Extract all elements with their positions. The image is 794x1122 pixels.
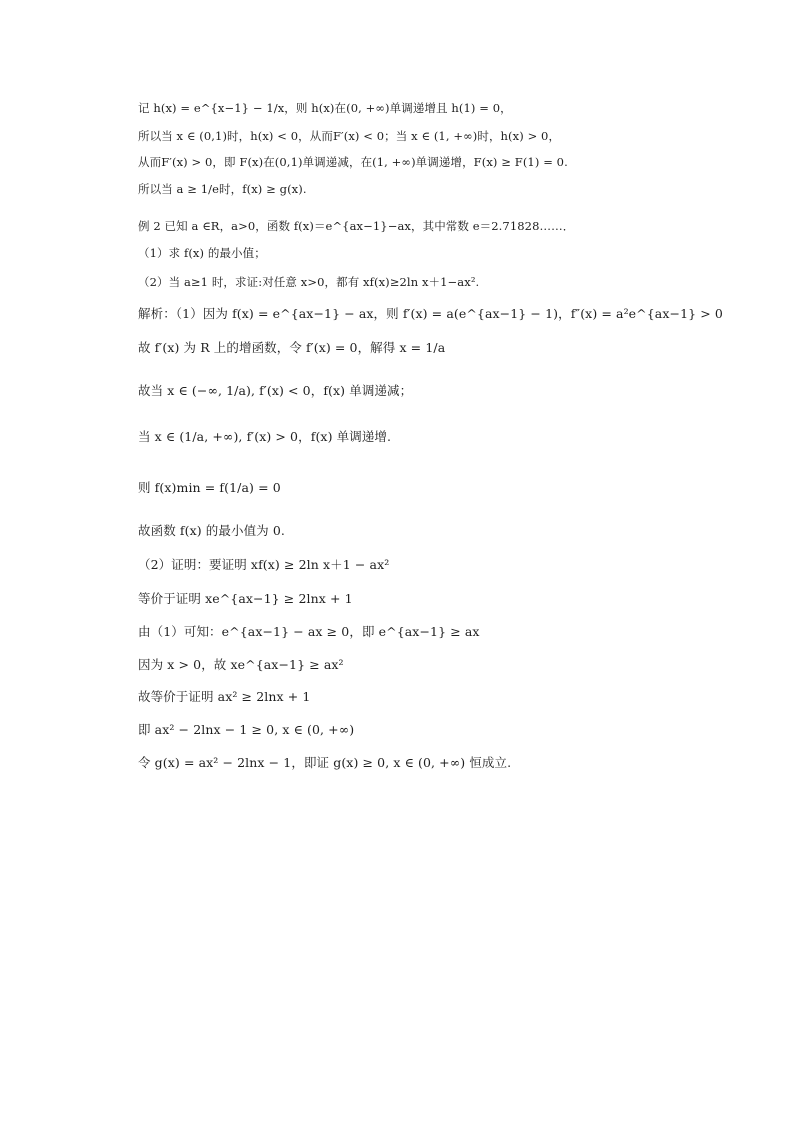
solution-line-3: 故当 x ∈ (−∞, 1/a), f′(x) < 0，f(x) 单调递减； [138,383,413,398]
example-heading: 例 2 已知 a ∈R，a>0，函数 f(x)＝e^{ax−1}−ax，其中常数 e＝2.71828……． [138,219,575,233]
proof-line-6: 即 ax² − 2lnx − 1 ≥ 0, x ∈ (0, +∞) [138,722,355,737]
solution-line-1: 解析：（1）因为 f(x) = e^{ax−1} − ax，则 f′(x) = a(e^{ax−1} − 1)，f″(x) = a²e^{ax−1} > 0 [138,306,723,321]
text-line-3: 从而F′(x) > 0，即 F(x)在(0,1)单调递减，在(1, +∞)单调递增，F(x) ≥ F(1) = 0. [138,155,568,169]
solution-line-2: 故 f′(x) 为 R 上的增函数，令 f′(x) = 0，解得 x = 1/a [138,340,446,355]
text-line-1: 记 h(x) = e^{x−1} − 1/x，则 h(x)在(0, +∞)单调递增且 h(1) = 0， [138,101,512,115]
solution-line-4: 当 x ∈ (1/a, +∞), f′(x) > 0，f(x) 单调递增. [138,429,392,444]
text-line-4: 所以当 a ≥ 1/e时，f(x) ≥ g(x). [138,182,307,196]
proof-line-1: （2）证明：要证明 xf(x) ≥ 2ln x＋1 − ax² [138,557,390,572]
solution-line-6: 故函数 f(x) 的最小值为 0. [138,523,285,538]
solution-line-5: 则 f(x)min = f(1/a) = 0 [138,480,281,495]
proof-line-3: 由（1）可知：e^{ax−1} − ax ≥ 0，即 e^{ax−1} ≥ ax [138,624,480,639]
proof-line-7: 令 g(x) = ax² − 2lnx − 1，即证 g(x) ≥ 0, x ∈ (0, +∞) 恒成立. [138,755,512,770]
proof-line-4: 因为 x > 0，故 xe^{ax−1} ≥ ax² [138,657,344,672]
question-2: （2）当 a≥1 时，求证:对任意 x>0，都有 xf(x)≥2ln x＋1−ax². [138,275,480,289]
text-line-2: 所以当 x ∈ (0,1)时，h(x) < 0，从而F′(x) < 0；当 x ∈ (1, +∞)时，h(x) > 0， [138,129,561,143]
proof-line-2: 等价于证明 xe^{ax−1} ≥ 2lnx + 1 [138,591,353,606]
question-1: （1）求 f(x) 的最小值； [138,246,266,260]
proof-line-5: 故等价于证明 ax² ≥ 2lnx + 1 [138,689,311,704]
